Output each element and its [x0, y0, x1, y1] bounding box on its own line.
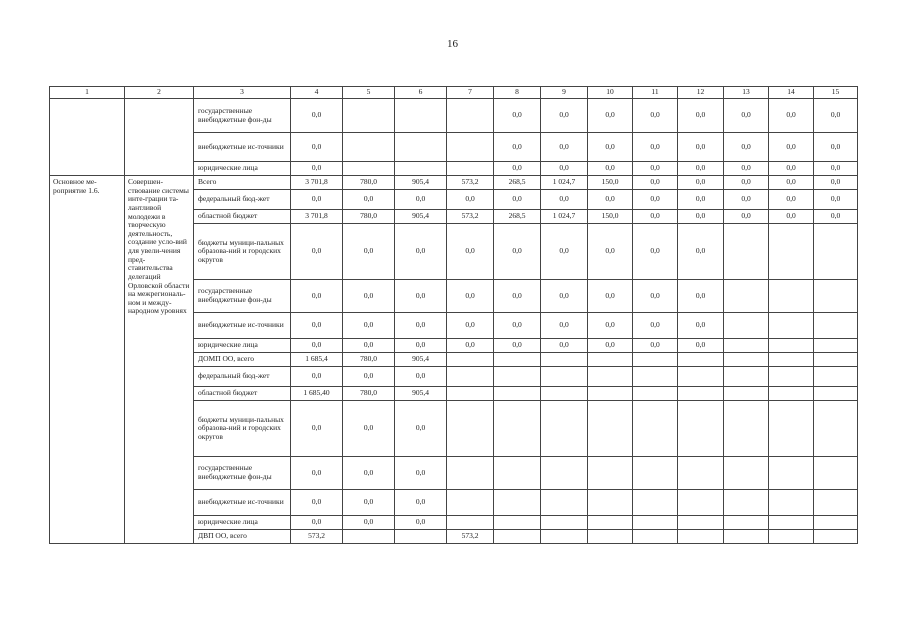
- value-cell: 0,0: [447, 280, 494, 313]
- funding-source: внебюджетные ис-точники: [194, 133, 291, 162]
- column-header: 13: [724, 87, 769, 99]
- value-cell: [769, 490, 814, 516]
- activity-description: Совершен-ствование системы инте-грации та-лантливой молодежи в творческую деятельность, создание усло-вий для увели-чения пред-ставительства делегаций Орловской области на межрегиональ-ном и между-народном уровнях: [125, 176, 194, 544]
- value-cell: [588, 387, 633, 401]
- value-cell: 0,0: [814, 162, 858, 176]
- value-cell: 0,0: [814, 176, 858, 190]
- value-cell: 0,0: [588, 99, 633, 133]
- value-cell: 0,0: [494, 313, 541, 339]
- value-cell: 573,2: [291, 530, 343, 544]
- value-cell: 0,0: [588, 162, 633, 176]
- value-cell: 0,0: [343, 457, 395, 490]
- value-cell: [494, 367, 541, 387]
- value-cell: [541, 353, 588, 367]
- column-header: 3: [194, 87, 291, 99]
- value-cell: 0,0: [724, 162, 769, 176]
- value-cell: [678, 516, 724, 530]
- value-cell: [724, 401, 769, 457]
- value-cell: 0,0: [678, 190, 724, 210]
- value-cell: 0,0: [633, 133, 678, 162]
- activity-label: Основное ме-роприятие 1.6.: [50, 176, 125, 544]
- column-header: 1: [50, 87, 125, 99]
- funding-source: внебюджетные ис-точники: [194, 490, 291, 516]
- value-cell: [541, 530, 588, 544]
- value-cell: [447, 99, 494, 133]
- value-cell: [769, 280, 814, 313]
- value-cell: 0,0: [588, 339, 633, 353]
- value-cell: 0,0: [678, 162, 724, 176]
- value-cell: 3 701,8: [291, 176, 343, 190]
- value-cell: 0,0: [291, 190, 343, 210]
- value-cell: [769, 339, 814, 353]
- value-cell: 0,0: [588, 224, 633, 280]
- value-cell: [724, 490, 769, 516]
- value-cell: 0,0: [678, 339, 724, 353]
- value-cell: 0,0: [291, 339, 343, 353]
- value-cell: [395, 99, 447, 133]
- value-cell: 905,4: [395, 387, 447, 401]
- value-cell: 0,0: [588, 190, 633, 210]
- value-cell: 0,0: [494, 133, 541, 162]
- value-cell: 0,0: [633, 99, 678, 133]
- value-cell: [724, 516, 769, 530]
- value-cell: 0,0: [395, 490, 447, 516]
- funding-source: юридические лица: [194, 162, 291, 176]
- value-cell: [633, 353, 678, 367]
- value-cell: 0,0: [769, 190, 814, 210]
- value-cell: 573,2: [447, 176, 494, 190]
- value-cell: [814, 280, 858, 313]
- value-cell: 0,0: [447, 224, 494, 280]
- value-cell: [633, 401, 678, 457]
- value-cell: [814, 367, 858, 387]
- value-cell: [814, 516, 858, 530]
- value-cell: [447, 387, 494, 401]
- value-cell: 0,0: [541, 162, 588, 176]
- value-cell: [814, 401, 858, 457]
- value-cell: 150,0: [588, 176, 633, 190]
- value-cell: 0,0: [769, 176, 814, 190]
- value-cell: 0,0: [724, 190, 769, 210]
- funding-source: областной бюджет: [194, 210, 291, 224]
- value-cell: 0,0: [541, 313, 588, 339]
- funding-source: государственные внебюджетные фон-ды: [194, 280, 291, 313]
- value-cell: 0,0: [633, 162, 678, 176]
- value-cell: 0,0: [343, 490, 395, 516]
- value-cell: 0,0: [541, 190, 588, 210]
- value-cell: 0,0: [678, 133, 724, 162]
- value-cell: 0,0: [494, 99, 541, 133]
- value-cell: [724, 224, 769, 280]
- page-number: 16: [447, 38, 458, 50]
- value-cell: 0,0: [633, 339, 678, 353]
- value-cell: [724, 280, 769, 313]
- value-cell: 0,0: [395, 280, 447, 313]
- value-cell: [633, 457, 678, 490]
- value-cell: 0,0: [291, 224, 343, 280]
- value-cell: [724, 530, 769, 544]
- value-cell: 0,0: [343, 190, 395, 210]
- funding-source: Всего: [194, 176, 291, 190]
- value-cell: [343, 162, 395, 176]
- column-header: 6: [395, 87, 447, 99]
- value-cell: [541, 367, 588, 387]
- value-cell: 0,0: [814, 133, 858, 162]
- funding-source: государственные внебюджетные фон-ды: [194, 99, 291, 133]
- value-cell: 0,0: [541, 99, 588, 133]
- value-cell: [724, 387, 769, 401]
- value-cell: [494, 530, 541, 544]
- value-cell: [724, 457, 769, 490]
- value-cell: [633, 367, 678, 387]
- value-cell: 0,0: [343, 280, 395, 313]
- value-cell: [769, 367, 814, 387]
- value-cell: 0,0: [769, 210, 814, 224]
- funding-source: ДОМП ОО, всего: [194, 353, 291, 367]
- empty-cell: [125, 99, 194, 176]
- value-cell: [343, 530, 395, 544]
- value-cell: [447, 457, 494, 490]
- value-cell: [814, 353, 858, 367]
- value-cell: [678, 367, 724, 387]
- value-cell: 0,0: [814, 99, 858, 133]
- value-cell: 0,0: [541, 133, 588, 162]
- value-cell: 0,0: [541, 224, 588, 280]
- table-row: [50, 99, 858, 133]
- funding-source: федеральный бюд-жет: [194, 190, 291, 210]
- value-cell: [678, 401, 724, 457]
- value-cell: 268,5: [494, 210, 541, 224]
- value-cell: 0,0: [814, 190, 858, 210]
- value-cell: [588, 457, 633, 490]
- value-cell: 0,0: [769, 162, 814, 176]
- value-cell: 0,0: [588, 133, 633, 162]
- value-cell: 0,0: [588, 280, 633, 313]
- funding-source: бюджеты муници-пальных образова-ний и городских округов: [194, 401, 291, 457]
- value-cell: [814, 224, 858, 280]
- value-cell: 0,0: [724, 133, 769, 162]
- value-cell: [588, 530, 633, 544]
- column-header: 11: [633, 87, 678, 99]
- value-cell: 0,0: [633, 313, 678, 339]
- value-cell: [769, 224, 814, 280]
- value-cell: 0,0: [447, 313, 494, 339]
- value-cell: 0,0: [291, 99, 343, 133]
- value-cell: 780,0: [343, 353, 395, 367]
- value-cell: 0,0: [291, 133, 343, 162]
- value-cell: [678, 490, 724, 516]
- value-cell: [678, 353, 724, 367]
- value-cell: 268,5: [494, 176, 541, 190]
- value-cell: 0,0: [447, 339, 494, 353]
- value-cell: 0,0: [678, 313, 724, 339]
- value-cell: 0,0: [814, 210, 858, 224]
- value-cell: [494, 457, 541, 490]
- value-cell: 1 024,7: [541, 176, 588, 190]
- value-cell: 573,2: [447, 210, 494, 224]
- value-cell: [678, 457, 724, 490]
- value-cell: 0,0: [291, 401, 343, 457]
- value-cell: [769, 516, 814, 530]
- value-cell: [814, 490, 858, 516]
- value-cell: 0,0: [291, 367, 343, 387]
- value-cell: [724, 313, 769, 339]
- value-cell: [494, 353, 541, 367]
- value-cell: 0,0: [633, 176, 678, 190]
- value-cell: 0,0: [678, 99, 724, 133]
- value-cell: [395, 162, 447, 176]
- value-cell: 0,0: [588, 313, 633, 339]
- value-cell: [814, 339, 858, 353]
- value-cell: [769, 530, 814, 544]
- column-header: 4: [291, 87, 343, 99]
- empty-cell: [50, 99, 125, 176]
- column-header: 5: [343, 87, 395, 99]
- value-cell: [395, 530, 447, 544]
- value-cell: 3 701,8: [291, 210, 343, 224]
- value-cell: 0,0: [343, 367, 395, 387]
- value-cell: [447, 490, 494, 516]
- value-cell: [494, 387, 541, 401]
- funding-source: федеральный бюд-жет: [194, 367, 291, 387]
- value-cell: [447, 367, 494, 387]
- value-cell: 0,0: [724, 99, 769, 133]
- value-cell: [541, 457, 588, 490]
- value-cell: 0,0: [633, 280, 678, 313]
- column-header: 15: [814, 87, 858, 99]
- budget-table: [49, 86, 858, 544]
- value-cell: 0,0: [678, 224, 724, 280]
- column-header: 12: [678, 87, 724, 99]
- funding-source: бюджеты муници-пальных образова-ний и городских округов: [194, 224, 291, 280]
- value-cell: [724, 353, 769, 367]
- column-header: 8: [494, 87, 541, 99]
- value-cell: 0,0: [494, 280, 541, 313]
- value-cell: 0,0: [343, 401, 395, 457]
- value-cell: 0,0: [291, 313, 343, 339]
- funding-source: государственные внебюджетные фон-ды: [194, 457, 291, 490]
- value-cell: 1 024,7: [541, 210, 588, 224]
- value-cell: 1 685,4: [291, 353, 343, 367]
- value-cell: [447, 401, 494, 457]
- value-cell: [633, 490, 678, 516]
- value-cell: 0,0: [291, 162, 343, 176]
- value-cell: 0,0: [541, 280, 588, 313]
- value-cell: [541, 387, 588, 401]
- funding-source: ДВП ОО, всего: [194, 530, 291, 544]
- value-cell: [724, 367, 769, 387]
- value-cell: [769, 457, 814, 490]
- value-cell: [814, 530, 858, 544]
- table-row: [50, 176, 858, 190]
- value-cell: [814, 457, 858, 490]
- value-cell: 0,0: [541, 339, 588, 353]
- value-cell: 0,0: [395, 224, 447, 280]
- value-cell: 0,0: [343, 313, 395, 339]
- value-cell: [588, 490, 633, 516]
- value-cell: 150,0: [588, 210, 633, 224]
- value-cell: 0,0: [724, 210, 769, 224]
- value-cell: [343, 133, 395, 162]
- value-cell: [447, 353, 494, 367]
- column-header: 14: [769, 87, 814, 99]
- value-cell: 0,0: [678, 210, 724, 224]
- value-cell: 0,0: [494, 339, 541, 353]
- value-cell: [724, 339, 769, 353]
- value-cell: 0,0: [291, 516, 343, 530]
- value-cell: [395, 133, 447, 162]
- value-cell: 0,0: [395, 339, 447, 353]
- value-cell: 0,0: [633, 190, 678, 210]
- value-cell: 0,0: [494, 224, 541, 280]
- value-cell: 780,0: [343, 387, 395, 401]
- value-cell: [494, 490, 541, 516]
- header-row: [50, 87, 858, 99]
- value-cell: 0,0: [678, 176, 724, 190]
- value-cell: 905,4: [395, 210, 447, 224]
- value-cell: [678, 530, 724, 544]
- value-cell: [588, 353, 633, 367]
- value-cell: [541, 516, 588, 530]
- value-cell: [633, 516, 678, 530]
- value-cell: [769, 313, 814, 339]
- column-header: 7: [447, 87, 494, 99]
- funding-source: юридические лица: [194, 516, 291, 530]
- value-cell: 0,0: [447, 190, 494, 210]
- column-header: 2: [125, 87, 194, 99]
- value-cell: [633, 387, 678, 401]
- value-cell: 1 685,40: [291, 387, 343, 401]
- value-cell: 573,2: [447, 530, 494, 544]
- value-cell: 780,0: [343, 210, 395, 224]
- value-cell: [447, 162, 494, 176]
- value-cell: 0,0: [633, 210, 678, 224]
- value-cell: [588, 401, 633, 457]
- value-cell: 0,0: [633, 224, 678, 280]
- value-cell: 0,0: [494, 190, 541, 210]
- funding-source: внебюджетные ис-точники: [194, 313, 291, 339]
- value-cell: 0,0: [494, 162, 541, 176]
- value-cell: 780,0: [343, 176, 395, 190]
- column-header: 10: [588, 87, 633, 99]
- value-cell: [814, 313, 858, 339]
- value-cell: 0,0: [343, 516, 395, 530]
- value-cell: [494, 401, 541, 457]
- value-cell: 0,0: [291, 490, 343, 516]
- value-cell: 0,0: [395, 457, 447, 490]
- value-cell: [343, 99, 395, 133]
- value-cell: [678, 387, 724, 401]
- value-cell: [494, 516, 541, 530]
- value-cell: [814, 387, 858, 401]
- value-cell: [633, 530, 678, 544]
- value-cell: [588, 516, 633, 530]
- value-cell: 0,0: [395, 516, 447, 530]
- funding-source: областной бюджет: [194, 387, 291, 401]
- value-cell: 905,4: [395, 353, 447, 367]
- value-cell: 0,0: [724, 176, 769, 190]
- value-cell: [447, 133, 494, 162]
- value-cell: 0,0: [769, 133, 814, 162]
- value-cell: 0,0: [343, 224, 395, 280]
- value-cell: [769, 401, 814, 457]
- value-cell: [769, 353, 814, 367]
- value-cell: [541, 490, 588, 516]
- value-cell: 0,0: [678, 280, 724, 313]
- value-cell: 0,0: [395, 367, 447, 387]
- value-cell: [447, 516, 494, 530]
- value-cell: 0,0: [395, 313, 447, 339]
- value-cell: 0,0: [343, 339, 395, 353]
- funding-source: юридические лица: [194, 339, 291, 353]
- value-cell: 905,4: [395, 176, 447, 190]
- value-cell: 0,0: [291, 280, 343, 313]
- column-header: 9: [541, 87, 588, 99]
- value-cell: 0,0: [769, 99, 814, 133]
- value-cell: 0,0: [395, 190, 447, 210]
- value-cell: [541, 401, 588, 457]
- value-cell: [769, 387, 814, 401]
- value-cell: [588, 367, 633, 387]
- value-cell: 0,0: [291, 457, 343, 490]
- value-cell: 0,0: [395, 401, 447, 457]
